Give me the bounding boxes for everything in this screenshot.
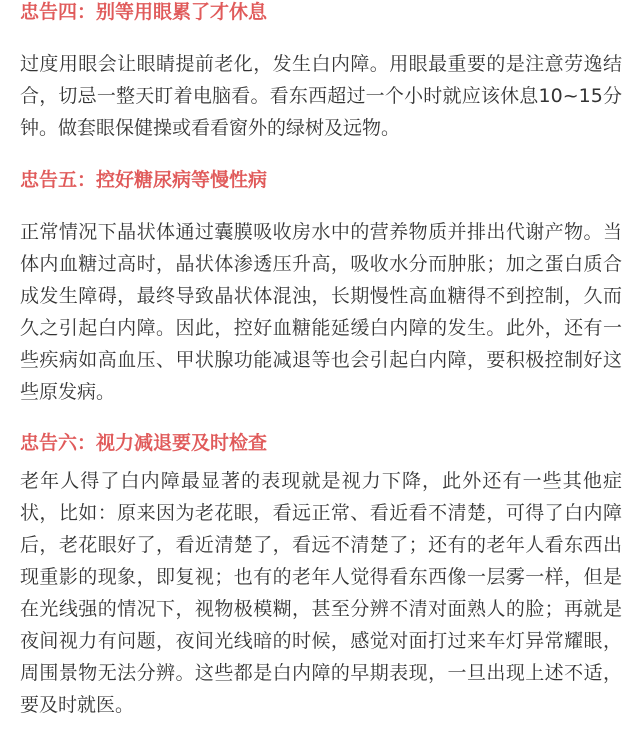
section-body-4: 过度用眼会让眼睛提前老化，发生白内障。用眼最重要的是注意劳逸结合，切忌一整天盯着电脑看。看东西超过一个小时就应该休息10~15分钟。做套眼保健操或看看窗外的绿树及远物。 (20, 53, 622, 139)
section-heading-5: 忠告五：控好糖尿病等慢性病 (20, 169, 268, 191)
section-body-5: 正常情况下晶状体通过囊膜吸收房水中的营养物质并排出代谢产物。当体内血糖过高时，晶状体渗透压升高，吸收水分而肿胀；加之蛋白质合成发生障碍，最终导致晶状体混浊，长期慢性高血糖得不到控制，久而久之引起白内障。因此，控好血糖能延缓白内障的发生。此外，还有一些疾病如高血压、甲状腺功能减退等也会引起白内障，要积极控制好这些原发病。 (20, 221, 622, 403)
section-heading-4: 忠告四：别等用眼累了才休息 (20, 1, 268, 23)
section-heading-6: 忠告六：视力减退要及时检查 (20, 432, 268, 454)
section-body-6: 老年人得了白内障最显著的表现就是视力下降，此外还有一些其他症状，比如：原来因为老花眼，看远正常、看近看不清楚，可得了白内障后，老花眼好了，看近清楚了，看远不清楚了；还有的老年人看东西出现重影的现象，即复视；也有的老年人觉得看东西像一层雾一样，但是在光线强的情况下，视物极模糊，甚至分辨不清对面熟人的脸；再就是夜间视力有问题，夜间光线暗的时候，感觉对面打过来车灯异常耀眼，周围景物无法分辨。这些都是白内障的早期表现，一旦出现上述不适，要及时就医。 (20, 470, 622, 716)
